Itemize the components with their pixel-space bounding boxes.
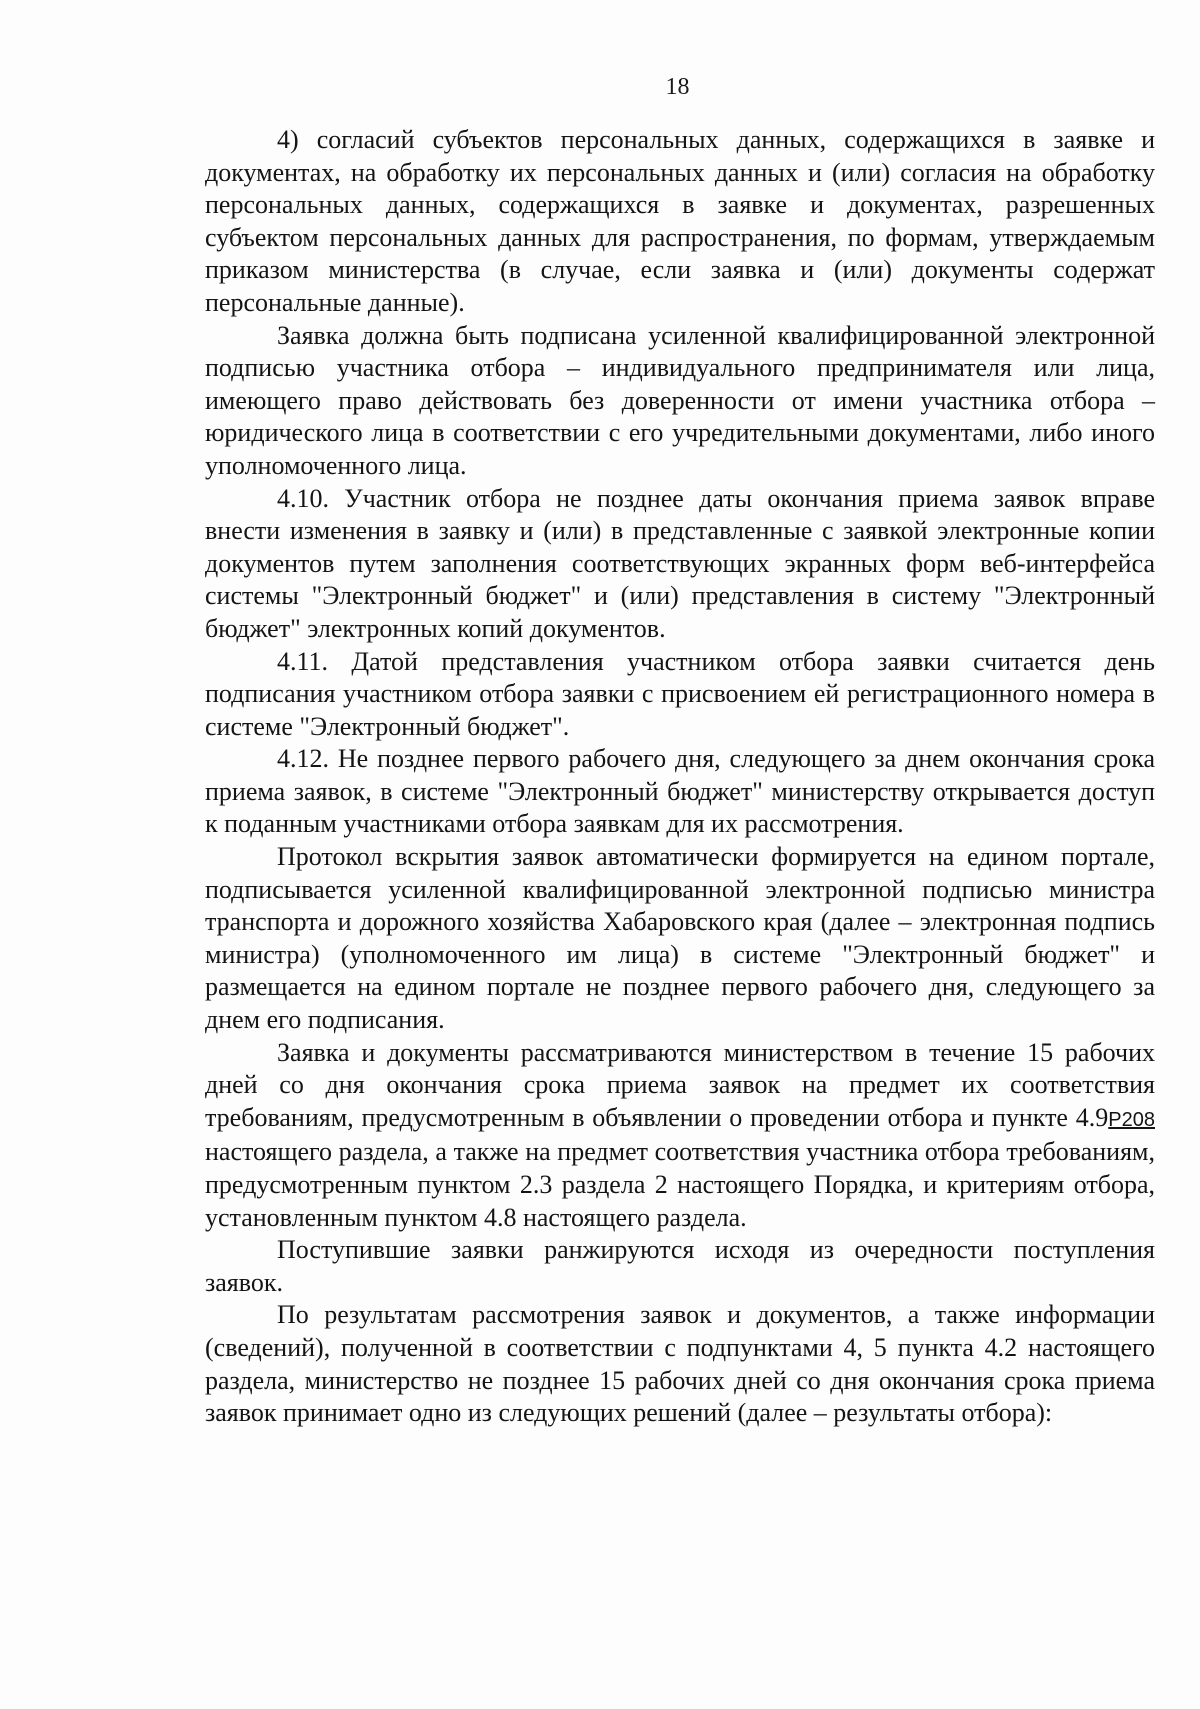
paragraph-ranking: Поступившие заявки ранжируются исходя из очередности поступления заявок.: [205, 1235, 1155, 1297]
document-body: [205, 124, 1155, 1430]
paragraph-4-11: 4.11. Датой представления участником отбора заявки считается день подписания участником отбора заявки с присвоением ей регистрационного номера в системе "Электронный бюджет".: [205, 646, 1155, 741]
paragraph-results: По результатам рассмотрения заявок и документов, а также информации (сведений), полученной в соответствии с подпунктами 4, 5 пункта 4.2 настоящего раздела, министерство не позднее 15 рабочих дней со дня окончания срока приема заявок принимает одно из следующих решений (далее – результаты отбора):: [205, 1300, 1155, 1428]
paragraph-review: [205, 1037, 1155, 1235]
reference-link-p208[interactable]: P208: [1108, 1108, 1155, 1131]
paragraph-signature: Заявка должна быть подписана усиленной квалифицированной электронной подписью участника отбора – индивидуального предпринимателя или лица, имеющего право действовать без доверенности от имени участника отбора – юридического лица в соответствии с его учредительными документами, либо иного уполномоченного лица.: [205, 320, 1155, 480]
paragraph-4-12: 4.12. Не позднее первого рабочего дня, следующего за днем окончания срока приема заявок, в системе "Электронный бюджет" министерству открывается доступ к поданным участниками отбора заявкам для их рассмотрения.: [205, 744, 1155, 839]
review-text-after: настоящего раздела, а также на предмет соответствия участника отбора требованиям, предусмотренным пунктом 2.3 раздела 2 настоящего Порядка, и критериям отбора, установленным пунктом 4.8 настоящего раздела.: [205, 1137, 1155, 1232]
paragraph-opening-protocol: Протокол вскрытия заявок автоматически формируется на едином портале, подписывается усиленной квалифицированной электронной подписью министра транспорта и дорожного хозяйства Хабаровского края (далее – электронная подпись министра) (уполномоченного им лица) в системе "Электронный бюджет" и размещается на едином портале не позднее первого рабочего дня, следующего за днем его подписания.: [205, 842, 1155, 1035]
paragraph-4-10: 4.10. Участник отбора не позднее даты окончания приема заявок вправе внести изменения в заявку и (или) в представленные с заявкой электронные копии документов путем заполнения соответствующих экранных форм веб-интерфейса системы "Электронный бюджет" и (или) представления в систему "Электронный бюджет" электронных копий документов.: [205, 483, 1155, 643]
page-number: 18: [665, 74, 690, 100]
paragraph-consents: 4) согласий субъектов персональных данных, содержащихся в заявке и документах, на обработку их персональных данных и (или) согласия на обработку персональных данных, содержащихся в заявке и документах, разрешенных субъектом персональных данных для распространения, по формам, утверждаемым приказом министерства (в случае, если заявка и (или) документы содержат персональные данные).: [205, 125, 1155, 317]
review-text-before: Заявка и документы рассматриваются министерством в течение 15 рабочих дней со дня окончания срока приема заявок на предмет их соответствия требованиям, предусмотренным в объявлении о проведении отбора и пункте 4.9: [205, 1037, 1155, 1132]
